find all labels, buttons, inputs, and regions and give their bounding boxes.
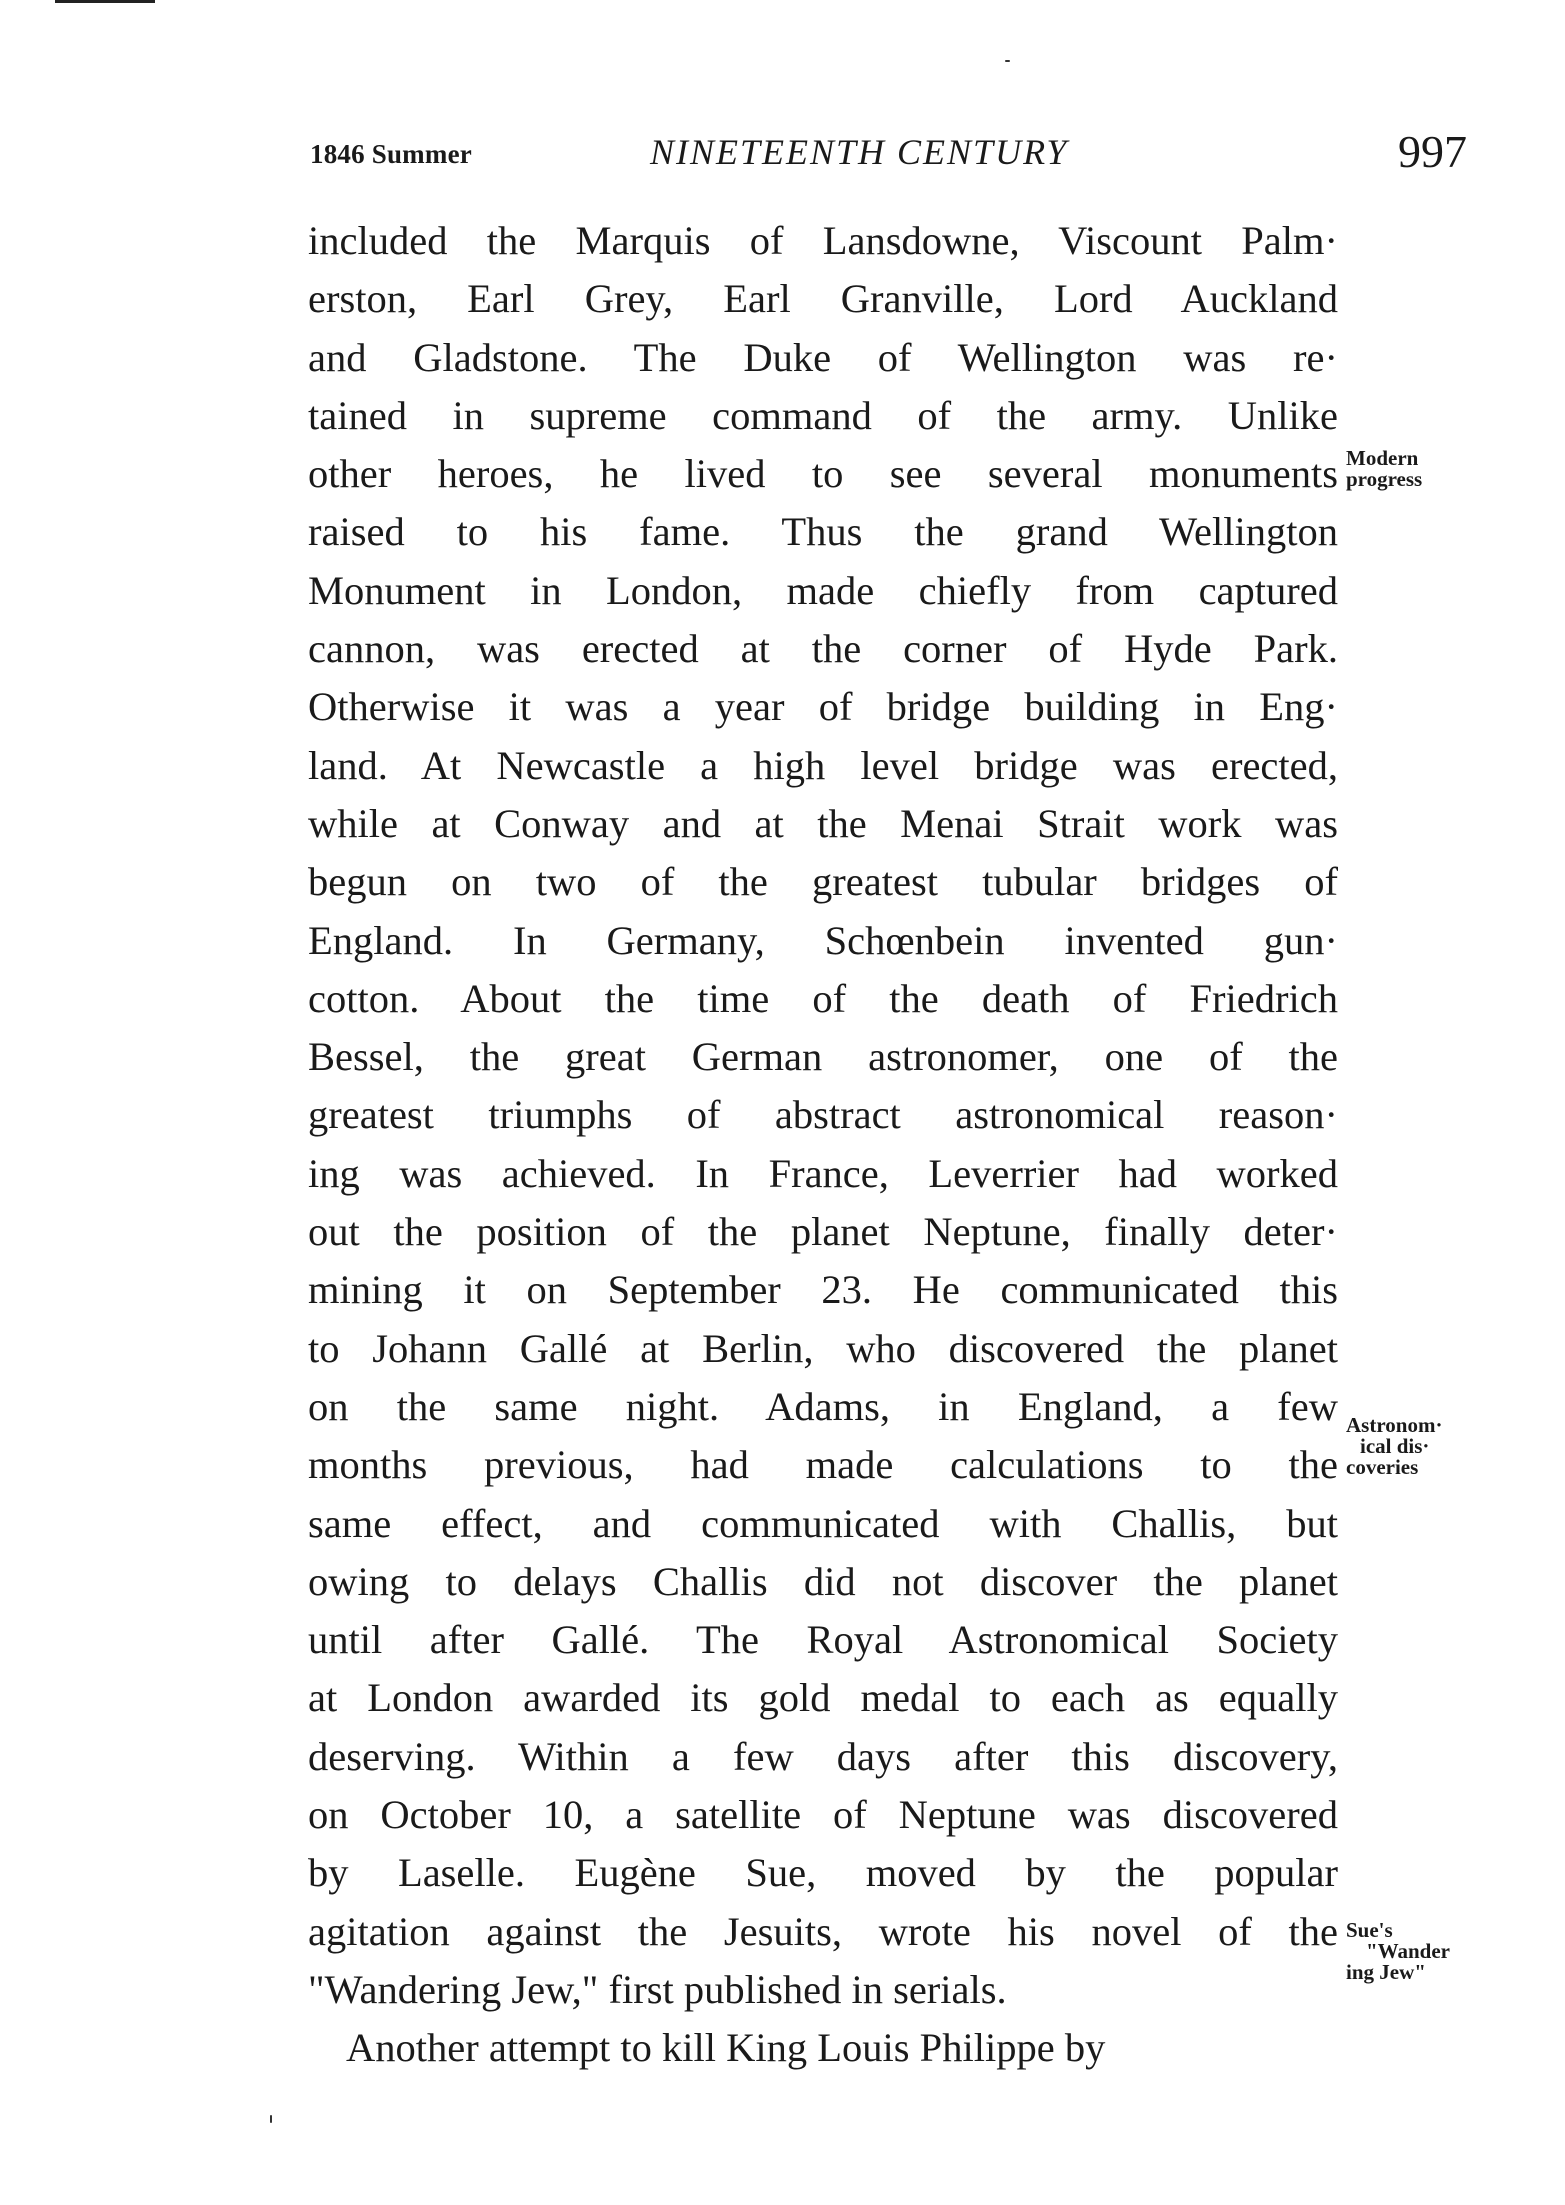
margin-note-line: ical dis· bbox=[1360, 1434, 1430, 1458]
text-line: cotton. About the time of the death of Friedrich bbox=[308, 975, 1338, 1021]
margin-note-line: Modern bbox=[1346, 446, 1419, 470]
text-line: greatest triumphs of abstract astronomical reason· bbox=[308, 1092, 1338, 1138]
text-line: Another attempt to kill King Louis Philippe by bbox=[346, 2025, 1106, 2071]
ink-speck bbox=[1005, 60, 1010, 62]
text-line: until after Gallé. The Royal Astronomical Society bbox=[308, 1617, 1338, 1663]
margin-note-line: Astronom· bbox=[1346, 1413, 1443, 1437]
text-line: England. In Germany, Schœnbein invented gun· bbox=[308, 917, 1338, 963]
margin-note-sues-wandering-jew bbox=[1346, 1920, 1450, 1983]
corner-rule bbox=[55, 0, 155, 3]
text-line: out the position of the planet Neptune, finally deter· bbox=[308, 1209, 1338, 1255]
margin-note-line: coveries bbox=[1346, 1455, 1419, 1479]
margin-note-line: Sue's bbox=[1346, 1918, 1393, 1942]
text-line: at London awarded its gold medal to each as equally bbox=[308, 1675, 1338, 1721]
text-line: Monument in London, made chiefly from captured bbox=[308, 567, 1338, 613]
margin-note-line: "Wander bbox=[1366, 1939, 1450, 1963]
text-line: Bessel, the great German astronomer, one of the bbox=[308, 1034, 1338, 1080]
running-title: NINETEENTH CENTURY bbox=[650, 132, 1069, 172]
text-line: agitation against the Jesuits, wrote his novel of the bbox=[308, 1908, 1338, 1954]
text-line: ing was achieved. In France, Leverrier had worked bbox=[308, 1150, 1338, 1196]
text-line: and Gladstone. The Duke of Wellington was re· bbox=[308, 334, 1338, 380]
text-line: on the same night. Adams, in England, a few bbox=[308, 1383, 1338, 1429]
page-number: 997 bbox=[1398, 126, 1467, 177]
text-line: to Johann Gallé at Berlin, who discovered the planet bbox=[308, 1325, 1338, 1371]
text-line: Otherwise it was a year of bridge building in Eng· bbox=[308, 684, 1338, 730]
margin-note-line: ing Jew" bbox=[1346, 1960, 1426, 1984]
text-line: erston, Earl Grey, Earl Granville, Lord Auckland bbox=[308, 276, 1338, 322]
ink-speck bbox=[270, 2115, 272, 2123]
margin-note-line: progress bbox=[1346, 467, 1423, 491]
margin-note-astronomical-discoveries bbox=[1346, 1415, 1442, 1478]
text-line: other heroes, he lived to see several monuments bbox=[308, 451, 1338, 497]
margin-note-modern-progress bbox=[1346, 448, 1422, 490]
running-header bbox=[0, 125, 1565, 185]
text-line: while at Conway and at the Menai Strait work was bbox=[308, 800, 1338, 846]
text-line: mining it on September 23. He communicated this bbox=[308, 1267, 1338, 1313]
text-line: "Wandering Jew," first published in serials. bbox=[308, 1966, 1007, 2012]
text-line: tained in supreme command of the army. Unlike bbox=[308, 392, 1338, 438]
text-line: owing to delays Challis did not discover the planet bbox=[308, 1558, 1338, 1604]
text-line: months previous, had made calculations to the bbox=[308, 1442, 1338, 1488]
text-line: same effect, and communicated with Challis, but bbox=[308, 1500, 1338, 1546]
text-line: deserving. Within a few days after this discovery, bbox=[308, 1733, 1338, 1779]
body-text bbox=[308, 212, 1338, 2078]
text-line: raised to his fame. Thus the grand Wellington bbox=[308, 509, 1338, 555]
text-line: included the Marquis of Lansdowne, Viscount Palm· bbox=[308, 218, 1338, 263]
running-date: 1846 Summer bbox=[310, 139, 472, 169]
text-line: on October 10, a satellite of Neptune was discovered bbox=[308, 1792, 1338, 1838]
text-line: by Laselle. Eugène Sue, moved by the popular bbox=[308, 1850, 1338, 1896]
text-line: begun on two of the greatest tubular bridges of bbox=[308, 859, 1338, 905]
text-line: cannon, was erected at the corner of Hyde Park. bbox=[308, 626, 1338, 672]
text-line: land. At Newcastle a high level bridge was erected, bbox=[308, 742, 1338, 788]
